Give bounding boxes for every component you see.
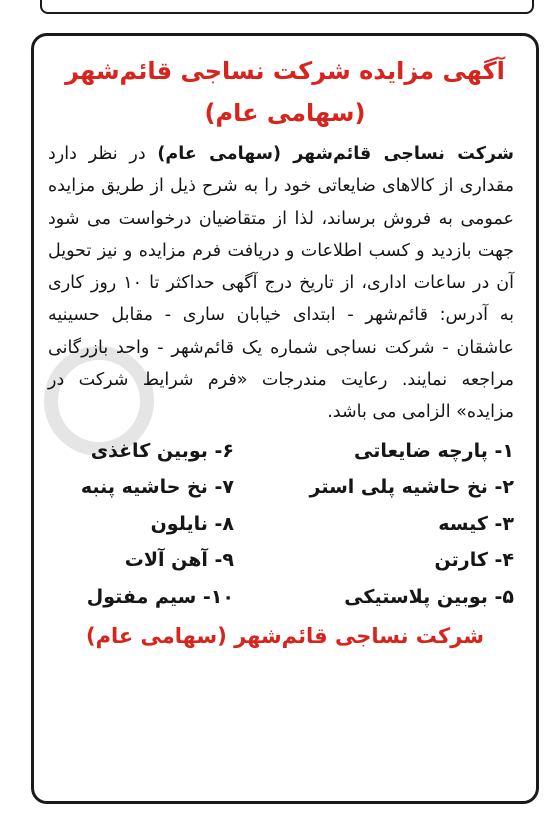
announcement-footer: شرکت نساجی قائم‌شهر (سهامی عام) bbox=[86, 624, 484, 649]
list-item: ۱- پارچه ضایعاتی bbox=[354, 439, 514, 462]
announcement-body bbox=[34, 134, 536, 429]
announcement-subtitle: (سهامی عام) bbox=[204, 99, 366, 127]
body-text: در نظر دارد مقداری از کالاهای ضایعاتی خود را به شرح ذیل از طریق مزایده عمومی به فروش برساند، لذا از متقاضیان درخواست می شود جهت بازدید و کسب اطلاعات و دریافت فرم مزایده و نیز تحویل آن در ساعات اداری، از تاریخ درج آگهی حداکثر تا ۱۰ روز کاری به آدرس: قائم‌شهر - ابتدای خیابان ساری - مقابل حسینیه عاشقان - شرکت نساجی شماره یک قائم‌شهر - واحد بازرگانی مراجعه نمایند. رعایت مندرجات «فرم شرایط شرکت در مزایده» الزامی می باشد. bbox=[48, 144, 515, 423]
list-item: ۵- بوبین پلاستیکی bbox=[344, 585, 514, 608]
list-item: ۹- آهن آلات bbox=[124, 549, 234, 572]
list-item: ۱۰- سیم مفتول bbox=[86, 585, 234, 608]
list-item: ۴- کارتن bbox=[434, 549, 514, 572]
list-item: ۶- بوبین کاغذی bbox=[90, 439, 234, 462]
list-item: ۲- نخ حاشیه پلی استر bbox=[309, 476, 514, 499]
list-item: ۷- نخ حاشیه پنبه bbox=[80, 476, 234, 499]
list-item: ۳- کیسه bbox=[438, 512, 514, 535]
company-name: شرکت نساجی قائم‌شهر (سهامی عام) bbox=[157, 144, 514, 164]
items-list bbox=[34, 429, 536, 616]
list-item: ۸- نایلون bbox=[150, 512, 234, 535]
previous-ad-frame bbox=[40, 0, 534, 14]
announcement-title: آگهی مزایده شرکت نساجی قائم‌شهر bbox=[65, 57, 505, 85]
auction-announcement bbox=[31, 33, 539, 804]
